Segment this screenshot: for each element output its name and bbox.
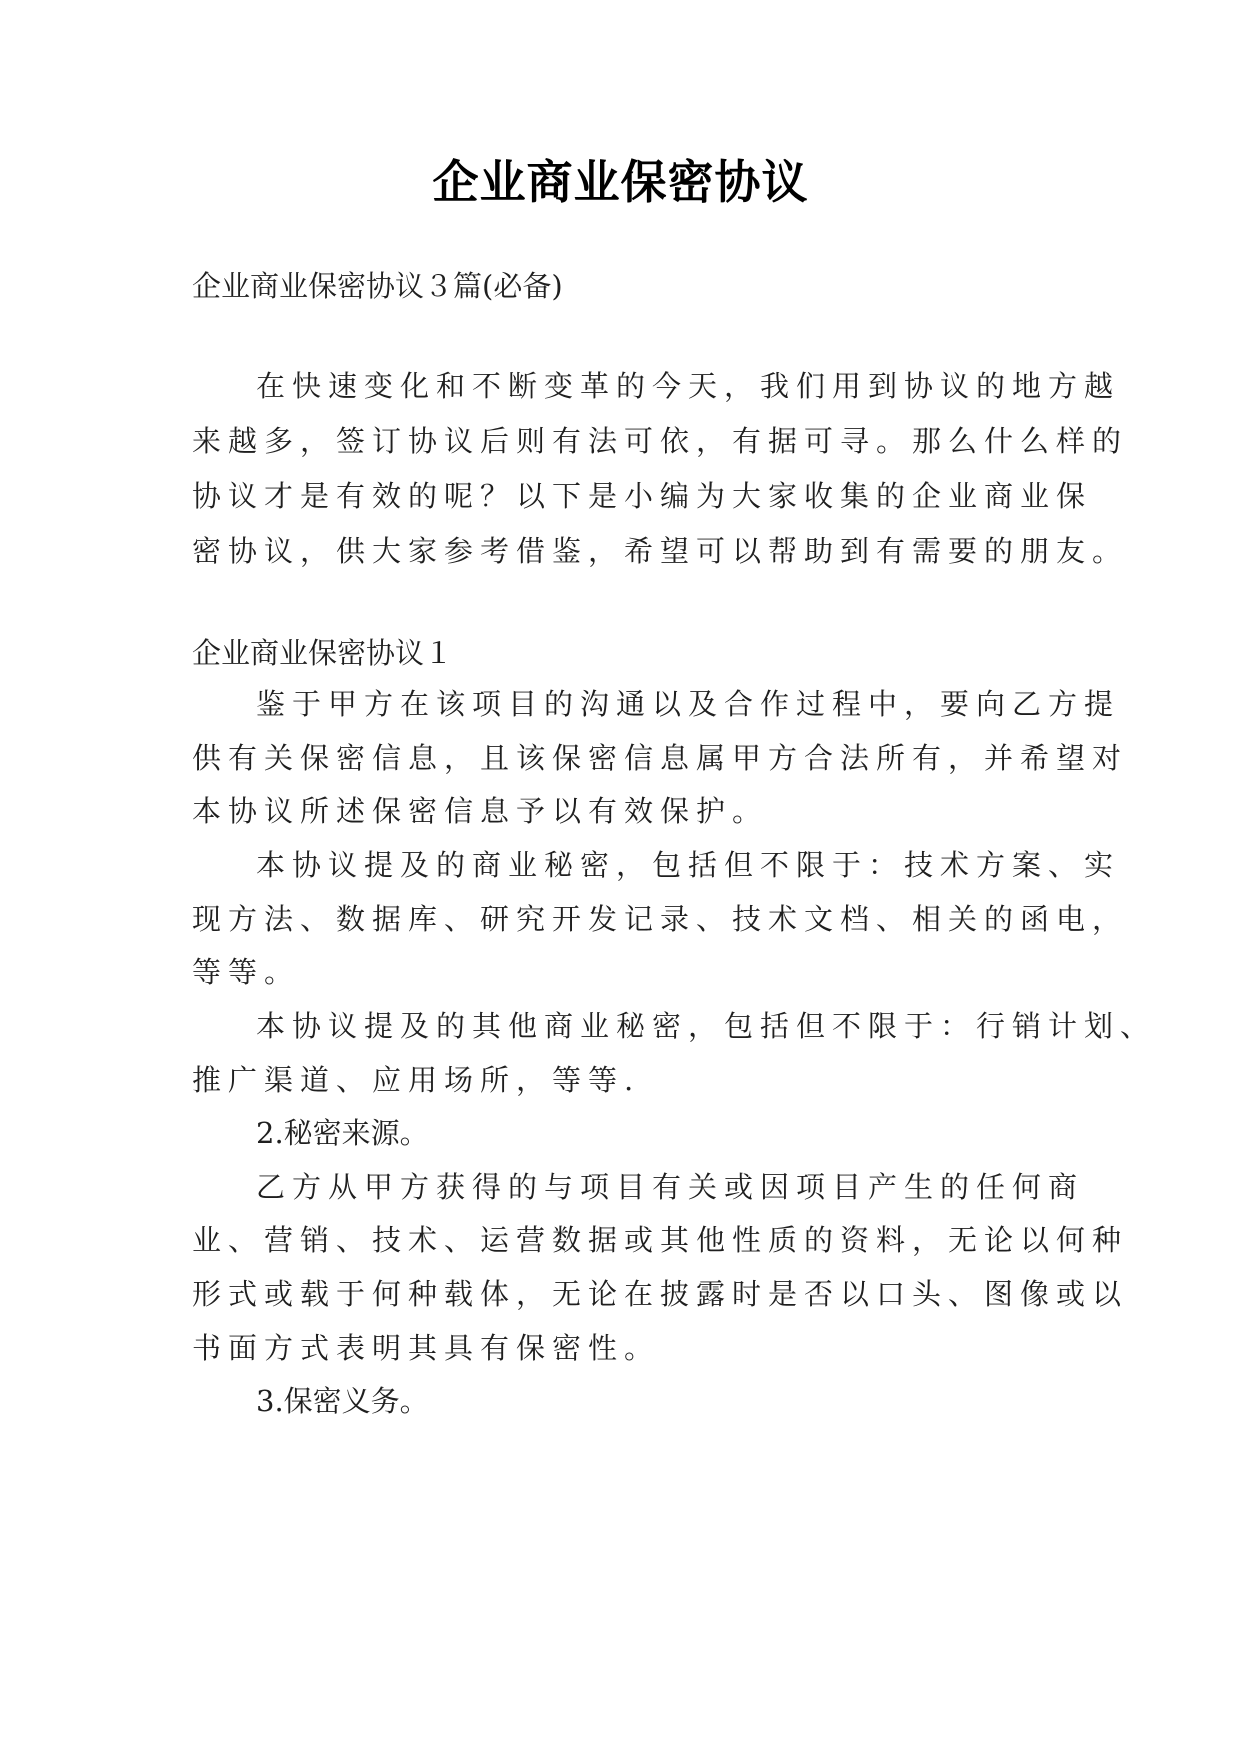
paragraph-line: 供有关保密信息，且该保密信息属甲方合法所有，并希望对 — [192, 741, 1129, 775]
item-heading: 2.秘密来源。 — [256, 1116, 429, 1150]
intro-line: 密协议，供大家参考借鉴，希望可以帮助到有需要的朋友。 — [192, 534, 1129, 568]
paragraph-line: 等等。 — [192, 955, 301, 989]
paragraph-line: 业、营销、技术、运营数据或其他性质的资料，无论以何种 — [192, 1223, 1129, 1257]
paragraph-line: 乙方从甲方获得的与项目有关或因项目产生的任何商 — [256, 1170, 1085, 1204]
paragraph-line: 推广渠道、应用场所，等等. — [192, 1063, 641, 1097]
intro-line: 在快速变化和不断变革的今天，我们用到协议的地方越 — [256, 369, 1121, 403]
section-heading: 企业商业保密协议１ — [192, 636, 454, 670]
item-heading: 3.保密义务。 — [256, 1384, 429, 1418]
intro-line: 来越多，签订协议后则有法可依，有据可寻。那么什么样的 — [192, 424, 1129, 458]
paragraph-line: 本协议提及的其他商业秘密，包括但不限于：行销计划、 — [256, 1009, 1157, 1043]
document-subtitle: 企业商业保密协议３篇(必备) — [192, 269, 563, 303]
document-title: 企业商业保密协议 — [432, 155, 809, 209]
paragraph-line: 本协议提及的商业秘密，包括但不限于：技术方案、实 — [256, 848, 1121, 882]
paragraph-line: 书面方式表明其具有保密性。 — [192, 1331, 661, 1365]
paragraph-line: 现方法、数据库、研究开发记录、技术文档、相关的函电， — [192, 902, 1129, 936]
paragraph-line: 本协议所述保密信息予以有效保护。 — [192, 794, 769, 828]
paragraph-line: 形式或载于何种载体，无论在披露时是否以口头、图像或以 — [192, 1277, 1129, 1311]
paragraph-line: 鉴于甲方在该项目的沟通以及合作过程中，要向乙方提 — [256, 687, 1121, 721]
intro-line: 协议才是有效的呢？以下是小编为大家收集的企业商业保 — [192, 479, 1093, 513]
